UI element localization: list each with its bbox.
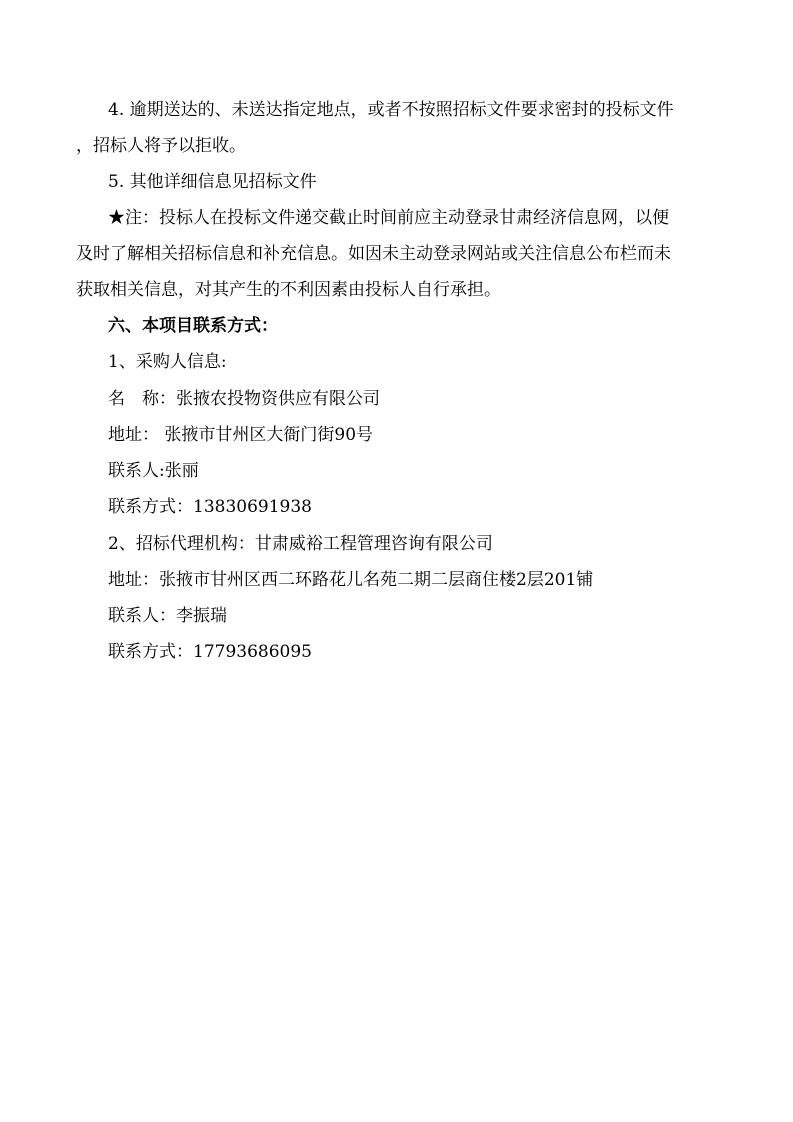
item-4-line-2: ，招标人将予以拒收。	[76, 136, 246, 156]
item-4-line-1: 4. 逾期送达的、未送达指定地点，或者不按照招标文件要求密封的投标文件	[108, 100, 674, 120]
purchaser-contact-method: 联系方式：13830691938	[108, 497, 312, 517]
item-5: 5. 其他详细信息见招标文件	[108, 172, 317, 192]
agency-address: 地址：张掖市甘州区西二环路花儿名苑二期二层商住楼2层201铺	[108, 570, 594, 590]
purchaser-label: 1、采购人信息:	[108, 352, 227, 372]
agency-contact-method: 联系方式：17793686095	[108, 642, 312, 662]
agency-contact-person: 联系人：李振瑞	[108, 606, 227, 626]
note-line-1: ★注：投标人在投标文件递交截止时间前应主动登录甘肃经济信息网，以便	[108, 208, 669, 228]
purchaser-address: 地址： 张掖市甘州区大衙门街90号	[108, 425, 374, 445]
purchaser-name: 名 称：张掖农投物资供应有限公司	[108, 389, 380, 409]
note-line-3: 获取相关信息，对其产生的不利因素由投标人自行承担。	[76, 280, 501, 300]
note-line-2: 及时了解相关招标信息和补充信息。如因未主动登录网站或关注信息公布栏而未	[76, 244, 671, 264]
contact-section-heading: 六、本项目联系方式：	[108, 316, 278, 336]
purchaser-contact-person: 联系人:张丽	[108, 461, 199, 481]
agency-label: 2、招标代理机构：甘肃威裕工程管理咨询有限公司	[108, 534, 493, 554]
